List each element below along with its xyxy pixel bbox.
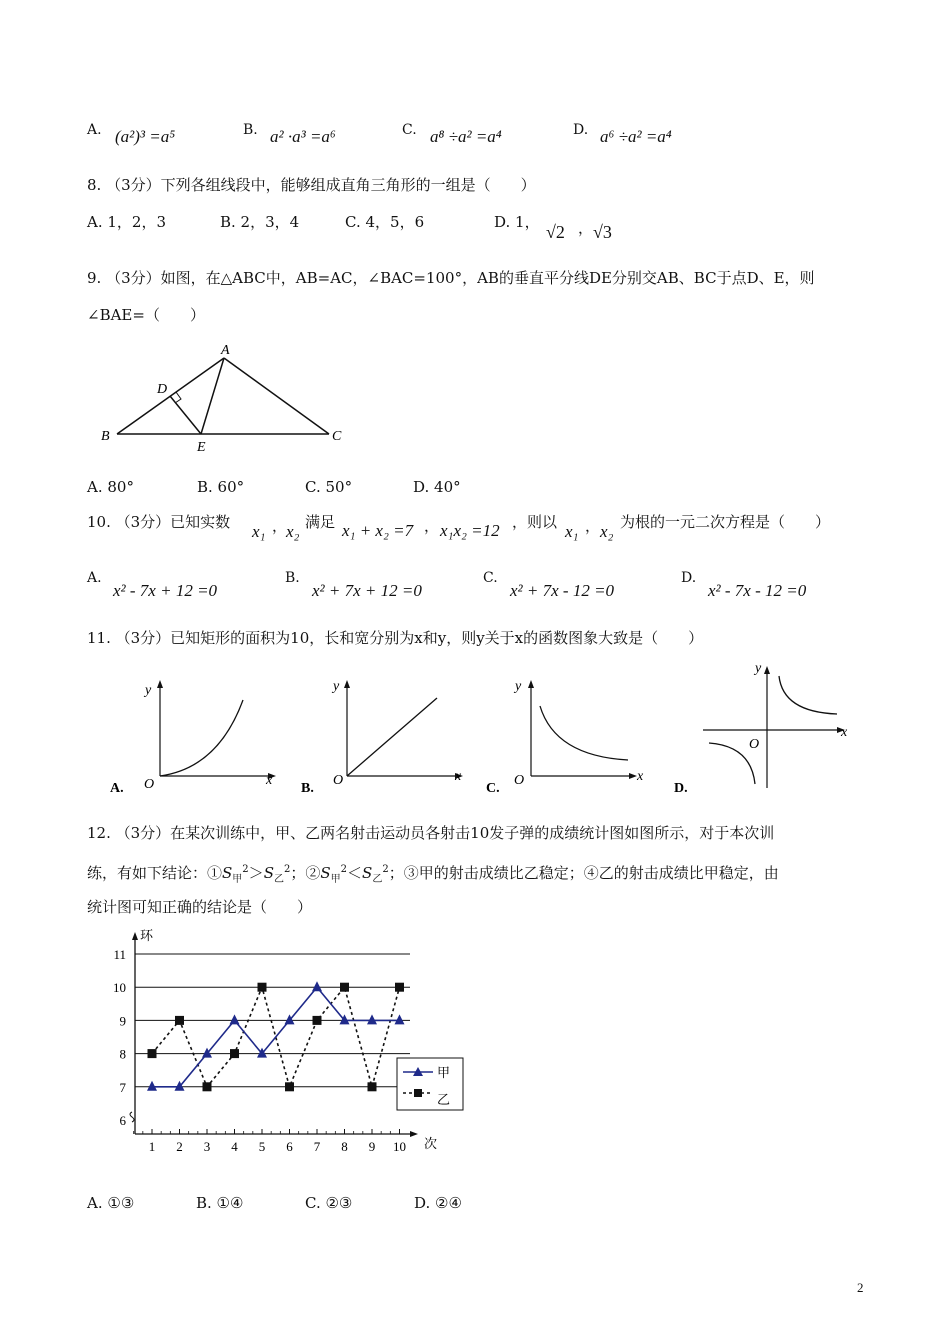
q9-right-angle-mark — [175, 392, 181, 403]
q11-graph-d-y: y — [755, 661, 762, 676]
q9-stem-line2: ∠BAE=（ ） — [87, 306, 205, 324]
q11-graph-d-x: x — [841, 725, 848, 740]
page-number: 2 — [857, 1280, 864, 1295]
q10-condition-product: x₁x₂ =12 — [440, 521, 500, 540]
q10-option-a-expr: x² - 7x + 12 =0 — [113, 581, 218, 600]
q10-stem-part4: 为根的一元二次方程是（ ） — [620, 513, 831, 531]
q9-label-c: C — [332, 429, 342, 444]
legend-box — [397, 1058, 463, 1110]
point-yi-2 — [175, 1016, 184, 1025]
point-yi-1 — [148, 1049, 157, 1058]
q11-graph-b-line — [347, 698, 437, 776]
q9-stem-line1: 9. （3分）如图，在△ABC中，AB=AC，∠BAC=100°，AB的垂直平分线DE分别交AB、BC于点D、E，则 — [87, 269, 815, 287]
q11-graph-c-curve — [540, 706, 628, 760]
q11-graph-b-origin: O — [333, 773, 344, 788]
q8-root3: √3 — [593, 222, 612, 242]
q7-option-b-label: B. — [243, 122, 258, 138]
q7-option-d-label: D. — [573, 122, 589, 138]
legend-marker-yi — [414, 1089, 422, 1097]
x-tick-label-7: 7 — [313, 1139, 321, 1154]
q7-option-d-expr: a⁶ ÷a² =a⁴ — [600, 127, 672, 146]
q9-option-b: B. 60° — [197, 478, 245, 496]
x-tick-label-4: 4 — [231, 1139, 238, 1154]
q10-option-c-expr: x² + 7x - 12 =0 — [510, 581, 615, 600]
y-tick-label-9: 9 — [119, 1013, 126, 1029]
q11-graph-a-label: A. — [110, 781, 124, 796]
q12-stem-line2-part2: ；② — [290, 864, 321, 882]
q9-label-e: E — [197, 440, 206, 455]
x-tick-label-8: 8 — [341, 1139, 348, 1154]
q8-option-d — [494, 212, 540, 232]
point-yi-9 — [368, 1082, 377, 1091]
q11-graph-a-origin: O — [144, 777, 155, 792]
q12-variance-yi-1: $S_乙^2$ — [263, 864, 291, 885]
point-jia-10 — [395, 1014, 405, 1024]
q12-score-chart — [90, 924, 470, 1164]
q7-option-a-expr: (a²)³ =a⁵ — [115, 127, 176, 146]
chart-xlabel: 次 — [424, 1136, 438, 1151]
x-tick-label-9: 9 — [368, 1139, 376, 1154]
q10-x1-again: x₁ — [565, 522, 579, 541]
q11-graph-a — [100, 668, 290, 796]
q8-root2: √2 — [546, 222, 565, 242]
q12-variance-jia-2: $S_甲^2$ — [320, 864, 348, 885]
q12-stem-line1: 12. （3分）在某次训练中，甲、乙两名射击运动员各射击10发子弹的成绩统计图如图所示，对于本次训 — [87, 824, 775, 842]
q11-graph-a-curve — [160, 700, 243, 776]
point-yi-5 — [258, 983, 267, 992]
q10-x1: x₁ — [252, 522, 266, 541]
q9-segment-de — [170, 396, 201, 434]
q9-option-a: A. 80° — [87, 478, 134, 496]
q12-variance-jia-1: $S_甲^2$ — [222, 864, 249, 885]
x-tick-label-5: 5 — [258, 1139, 266, 1154]
point-yi-3 — [203, 1082, 212, 1091]
x-tick-label-10: 10 — [393, 1139, 406, 1154]
q12-less-than: ＜ — [347, 864, 363, 882]
q10-option-c-label: C. — [483, 570, 498, 586]
y-tick-label-8: 8 — [119, 1046, 126, 1062]
q9-label-a: A — [221, 343, 230, 358]
q8-option-c: C. 4，5，6 — [345, 213, 425, 231]
point-jia-9 — [367, 1014, 377, 1024]
q11-graph-c-origin: O — [514, 773, 525, 788]
q12-option-c: C. ②③ — [305, 1194, 353, 1212]
q9-triangle-figure — [95, 338, 355, 458]
y-tick-label-6: 6 — [119, 1113, 126, 1128]
q11-graph-b — [295, 668, 485, 796]
q11-graph-d-origin: O — [749, 737, 760, 752]
x-tick-label-2: 2 — [176, 1139, 183, 1154]
q10-stem-part2: 满足 — [305, 513, 336, 531]
chart-y-axis-arrow — [132, 932, 138, 940]
legend-label-jia: 甲 — [437, 1065, 451, 1080]
q9-label-d: D — [157, 382, 168, 397]
q12-stem-line3: 统计图可知正确的结论是（ ） — [87, 898, 313, 916]
q10-comma2: ， — [424, 517, 440, 535]
q11-graph-b-x: x — [455, 769, 462, 784]
chart-legend — [397, 1058, 463, 1110]
point-jia-4 — [230, 1014, 240, 1024]
q11-stem: 11. （3分）已知矩形的面积为10，长和宽分别为x和y，则y关于x的函数图象大致是（ ） — [87, 629, 704, 647]
q12-stem-line2-part3: ；③甲的射击成绩比乙稳定；④乙的射击成绩比甲稳定，由 — [388, 864, 779, 882]
q7-option-c-expr: a⁸ ÷a² =a⁴ — [430, 127, 502, 146]
q8-option-a: A. 1，2，3 — [87, 213, 166, 231]
q7-option-b-expr: a² ·a³ =a⁶ — [270, 127, 336, 146]
q11-graph-b-label: B. — [301, 781, 314, 796]
q11-graph-a-x: x — [266, 773, 273, 788]
q10-option-b-expr: x² + 7x + 12 =0 — [312, 581, 422, 600]
q11-graph-c-label: C. — [486, 781, 500, 796]
chart-axes — [130, 928, 437, 1151]
q11-graph-b-y: y — [333, 679, 340, 694]
point-jia-1 — [147, 1081, 157, 1091]
q10-stem-part1: 10. （3分）已知实数 — [87, 513, 231, 531]
point-yi-8 — [340, 983, 349, 992]
chart-ylabel: 环 — [140, 928, 154, 943]
q12-variance-yi-2: $S_乙^2$ — [362, 864, 389, 885]
q11-graph-c-y: y — [515, 679, 522, 694]
series-line-jia — [152, 987, 400, 1087]
q11-graph-d — [665, 650, 865, 798]
y-tick-label-7: 7 — [119, 1079, 126, 1095]
q10-option-d-expr: x² - 7x - 12 =0 — [708, 581, 807, 600]
q9-label-b: B — [101, 429, 110, 444]
chart-x-axis-arrow — [410, 1131, 418, 1137]
q11-graph-d-label: D. — [674, 781, 688, 796]
point-yi-6 — [285, 1082, 294, 1091]
q9-segment-ac — [224, 358, 329, 434]
point-yi-4 — [230, 1049, 239, 1058]
x-tick-label-3: 3 — [203, 1139, 211, 1154]
q10-x2: x₂ — [286, 522, 300, 541]
q10-comma1: ， — [272, 517, 288, 535]
q11-graph-a-y: y — [145, 683, 152, 698]
chart-axis-break — [130, 1112, 134, 1122]
q12-option-a: A. ①③ — [87, 1194, 135, 1212]
q10-x2-again: x₂ — [600, 522, 614, 541]
x-tick-label-1: 1 — [148, 1139, 156, 1154]
q8-sep: ， — [578, 219, 594, 237]
point-yi-10 — [395, 983, 404, 992]
y-tick-label-10: 10 — [113, 980, 126, 996]
point-jia-7 — [312, 981, 322, 991]
q9-option-d: D. 40° — [413, 478, 461, 496]
q11-graph-c — [483, 668, 673, 796]
q9-segment-ae — [201, 358, 224, 434]
q11-graph-c-x: x — [637, 769, 644, 784]
q8-stem: 8. （3分）下列各组线段中，能够组成直角三角形的一组是（ ） — [87, 176, 536, 194]
q10-comma3: ， — [585, 517, 601, 535]
y-tick-label-11: 11 — [113, 947, 126, 962]
q12-stem-line2-part1: 练，有如下结论：① — [87, 864, 223, 882]
q8-option-d-prefix: D. 1， — [494, 213, 540, 231]
x-tick-label-6: 6 — [286, 1139, 293, 1154]
q7-option-a-label: A. — [87, 122, 102, 138]
point-yi-7 — [313, 1016, 322, 1025]
q9-option-c: C. 50° — [305, 478, 353, 496]
q12-option-b: B. ①④ — [196, 1194, 244, 1212]
q10-stem-part3: ，则以 — [512, 513, 558, 531]
q11-graph-d-branch-1 — [779, 676, 837, 714]
q10-option-d-label: D. — [681, 570, 697, 586]
q12-stem-line2 — [87, 860, 779, 890]
q7-option-c-label: C. — [402, 122, 417, 138]
q10-condition-sum: x₁ + x₂ =7 — [342, 521, 414, 540]
q12-option-d: D. ②④ — [414, 1194, 462, 1212]
legend-label-yi: 乙 — [437, 1092, 451, 1107]
q10-option-b-label: B. — [285, 570, 300, 586]
q8-option-b: B. 2，3，4 — [220, 213, 300, 231]
q10-option-a-label: A. — [87, 570, 102, 586]
q12-greater-than: ＞ — [248, 864, 264, 882]
